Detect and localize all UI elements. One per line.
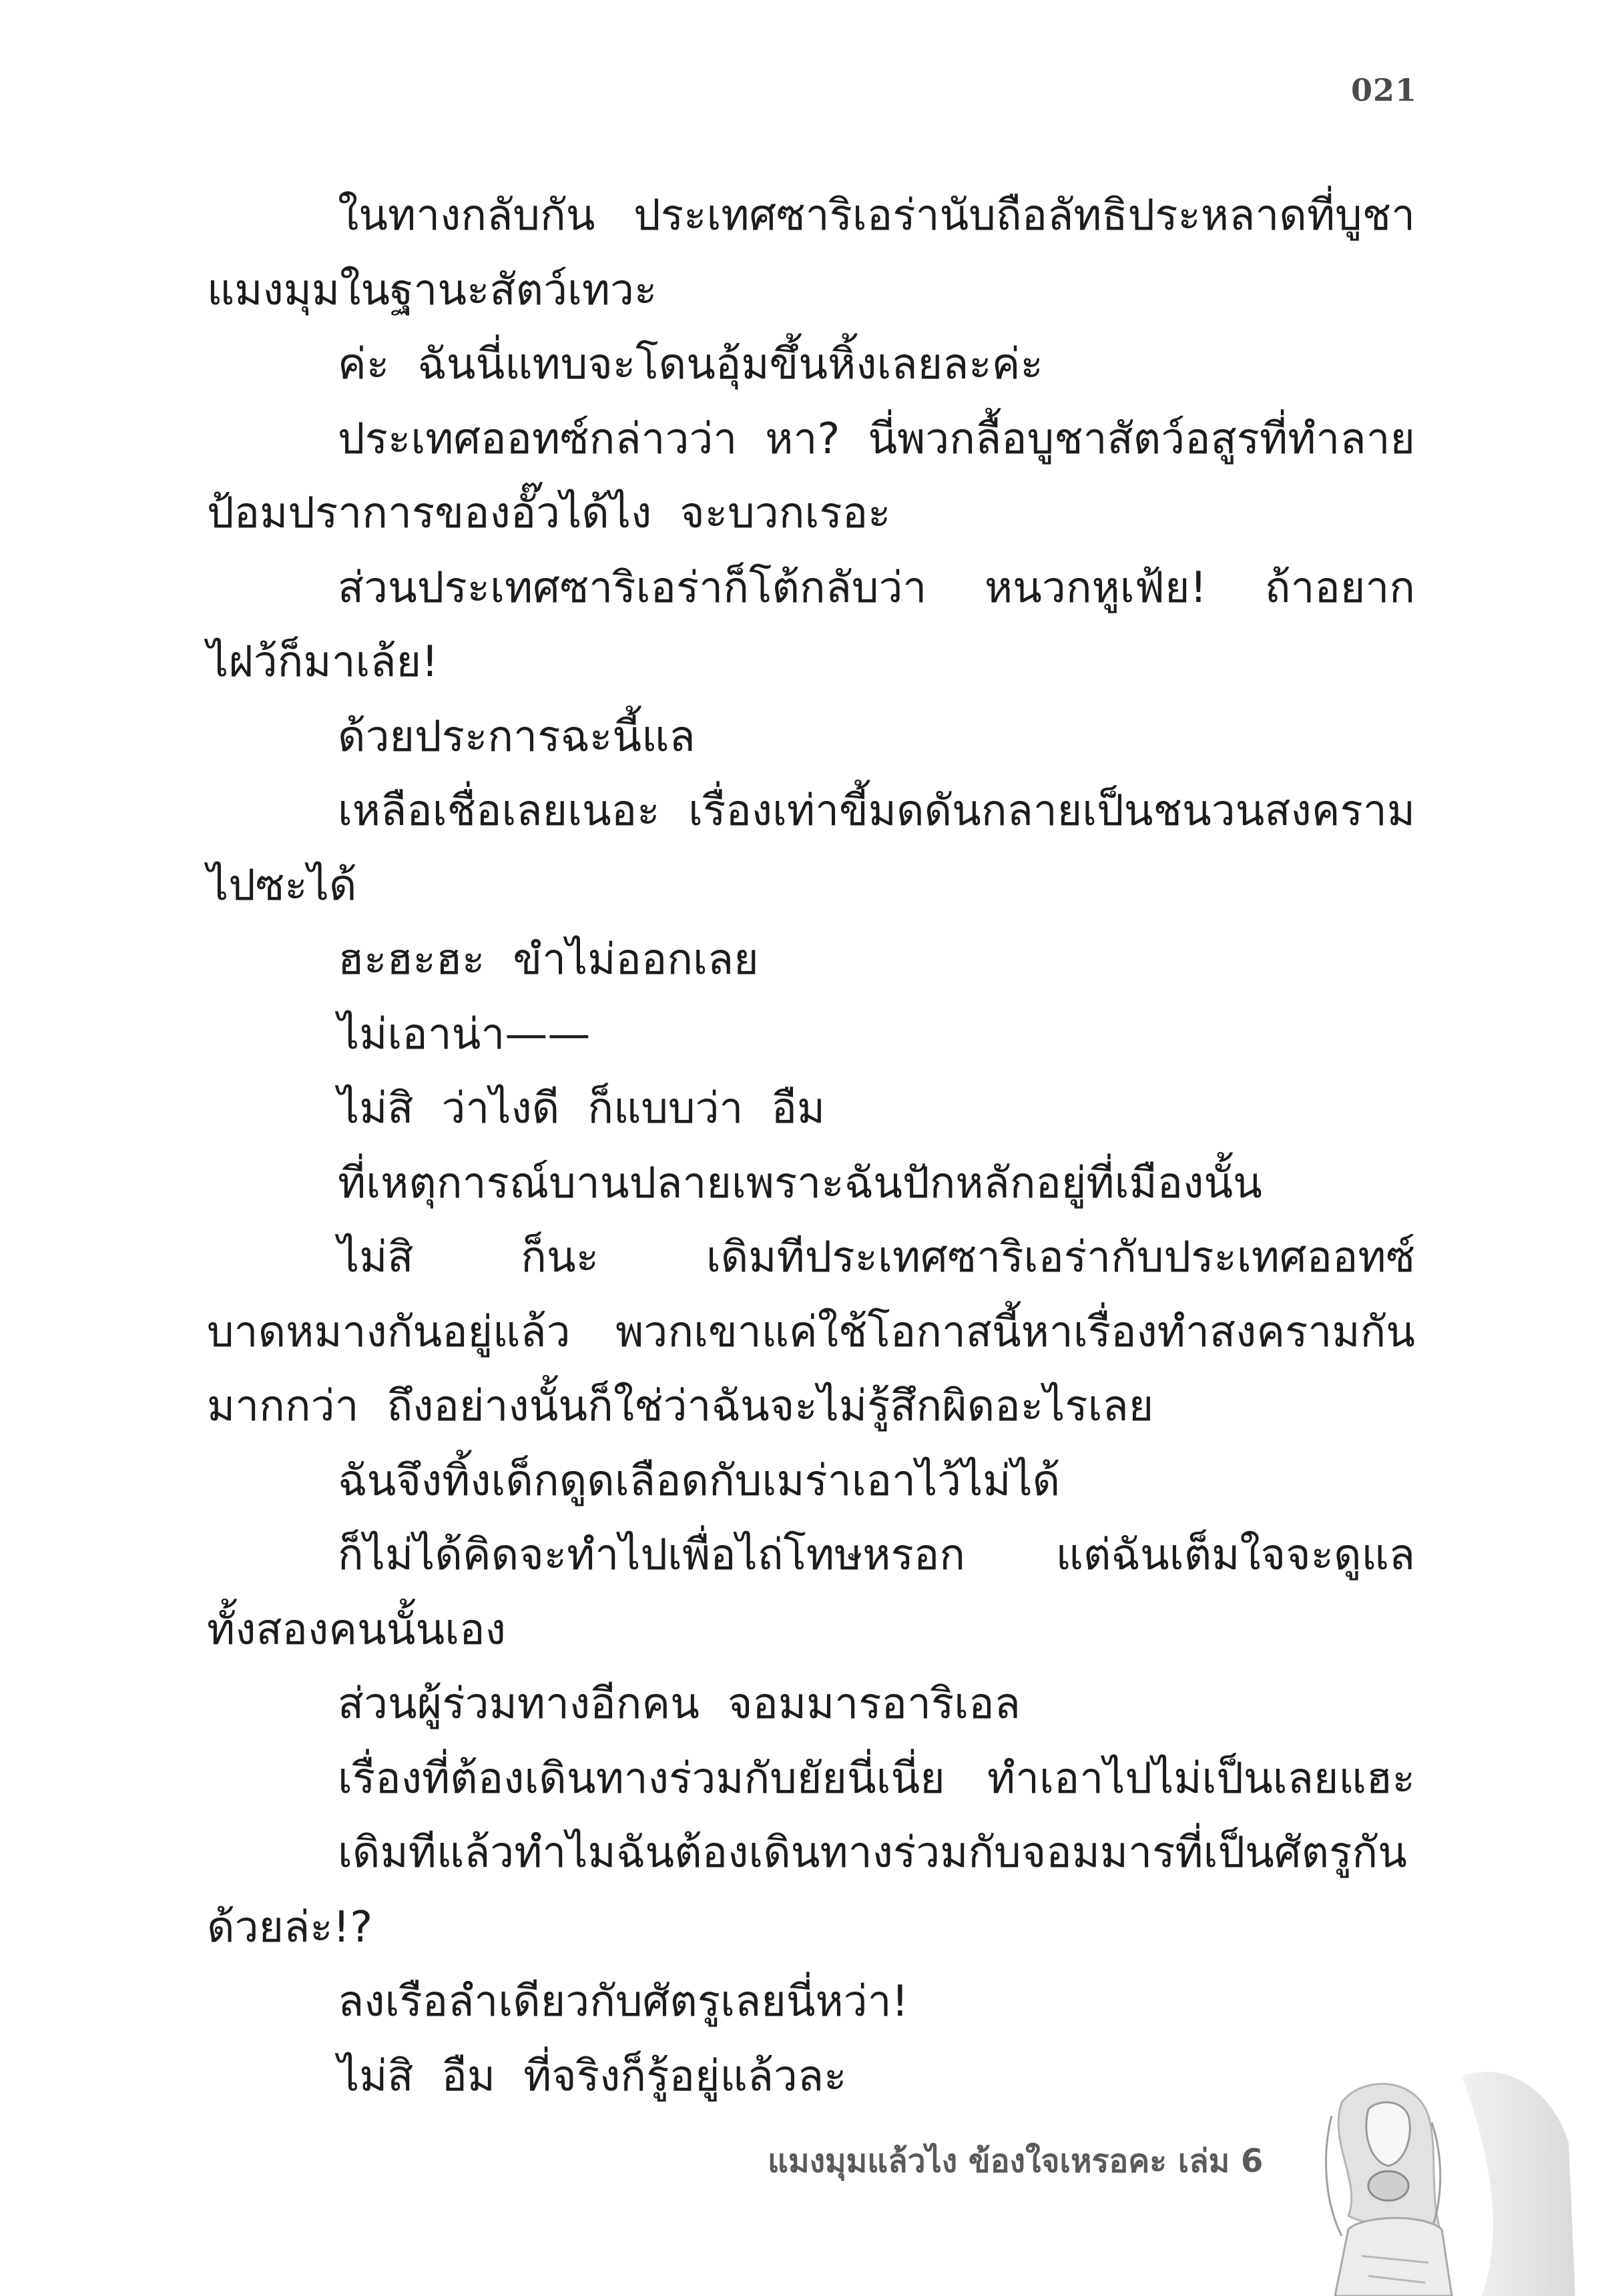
text-phrase: ขำไม่ออกเลย — [513, 935, 759, 984]
text-phrase: ลงเรือลำเดียวกับศัตรูเลยนี่หว่า! — [338, 1977, 909, 2026]
text-line — [207, 1965, 1415, 2040]
text-phrase: อืม — [441, 2051, 496, 2101]
text-phrase: ค่ะ — [338, 340, 390, 389]
text-phrase: ที่จริงก็รู้อยู่แล้วละ — [523, 2051, 847, 2101]
text-phrase: แต่ฉันเต็มใจจะดูแล — [1055, 1530, 1415, 1580]
text-line — [207, 1444, 1415, 1519]
text-phrase: อืม — [771, 1084, 826, 1133]
text-phrase: เดิมทีประเทศซาริเอร่ากับประเทศออทซ์ — [706, 1233, 1415, 1282]
text-phrase: จอมมารอาริเอล — [727, 1679, 1021, 1729]
text-phrase: ในทางกลับกัน — [338, 191, 595, 240]
text-phrase: เดิมทีแล้วทำไมฉันต้องเดินทางร่วมกับจอมมารที่เป็นศัตรูกัน — [338, 1828, 1407, 1878]
text-phrase: เหลือเชื่อเลยเนอะ — [338, 786, 660, 836]
text-phrase: ไปซะได้ — [207, 860, 357, 910]
text-phrase: ไม่สิ — [338, 1084, 414, 1133]
text-line — [207, 1221, 1415, 1296]
text-line — [207, 1296, 1415, 1370]
text-phrase: ก็แบบว่า — [587, 1084, 744, 1133]
text-line — [207, 774, 1415, 849]
text-line — [207, 1816, 1415, 1891]
text-phrase: บาดหมางกันอยู่แล้ว — [207, 1307, 571, 1357]
text-line — [207, 402, 1415, 477]
running-footer-title: แมงมุมแล้วไง ข้องใจเหรอคะ เล่ม 6 — [768, 2142, 1264, 2180]
text-phrase: พวกเขาแค่ใช้โอกาสนี้หาเรื่องทำสงครามกัน — [615, 1307, 1415, 1357]
text-line — [207, 1147, 1415, 1221]
text-line — [207, 700, 1415, 775]
text-line — [207, 2040, 1415, 2114]
text-line — [207, 849, 1415, 924]
text-phrase: ถ้าอยาก — [1264, 563, 1415, 613]
text-phrase: ว่าไงดี — [441, 1084, 560, 1133]
text-phrase: ประเทศซาริเอร่านับถือลัทธิประหลาดที่บูชา — [633, 191, 1415, 240]
text-line — [207, 254, 1415, 328]
text-line — [207, 328, 1415, 402]
text-phrase: ไม่เอาน่า—— — [338, 1009, 591, 1059]
text-phrase: ทั้งสองคนนั้นเอง — [207, 1605, 506, 1655]
text-phrase: ถึงอย่างนั้นก็ใช่ว่าฉันจะไม่รู้สึกผิดอะไรเลย — [386, 1382, 1154, 1431]
text-line — [207, 1667, 1415, 1742]
text-phrase: เรื่องเท่าขี้มดดันกลายเป็นชนวนสงคราม — [688, 786, 1415, 836]
text-phrase: ป้อมปราการของอั๊วได้ไง — [207, 489, 652, 538]
text-phrase: ส่วนประเทศซาริเอร่าก็โต้กลับว่า — [338, 563, 927, 613]
text-phrase: จะบวกเรอะ — [680, 489, 891, 538]
text-phrase: ทำเอาไปไม่เป็นเลยแฮะ — [987, 1753, 1415, 1803]
text-phrase: ก็ไม่ได้คิดจะทำไปเพื่อไถ่โทษหรอก — [338, 1530, 965, 1580]
text-phrase: เรื่องที่ต้องเดินทางร่วมกับยัยนี่เนี่ย — [338, 1753, 945, 1803]
body-text — [207, 179, 1415, 2114]
text-phrase: ประเทศออทซ์กล่าวว่า — [338, 414, 738, 464]
text-phrase: ด้วยประการฉะนี้แล — [338, 711, 696, 762]
text-line — [207, 551, 1415, 626]
text-line — [207, 1370, 1415, 1444]
text-phrase: นี่พวกลื้อบูชาสัตว์อสูรที่ทำลาย — [868, 414, 1415, 464]
text-phrase: ฮะฮะฮะ — [338, 935, 485, 984]
text-phrase: ที่เหตุการณ์บานปลายเพราะฉันปักหลักอยู่ที่เมืองนั้น — [338, 1158, 1262, 1208]
page-number: 021 — [1350, 72, 1417, 108]
text-phrase: ฉันนี่แทบจะโดนอุ้มขึ้นหิ้งเลยละค่ะ — [417, 340, 1043, 389]
text-phrase: ก็นะ — [521, 1233, 599, 1282]
text-line — [207, 923, 1415, 998]
text-line — [207, 1891, 1415, 1966]
text-line — [207, 1593, 1415, 1668]
text-phrase: ฉันจึงทิ้งเด็กดูดเลือดกับเมร่าเอาไว้ไม่ได้ — [338, 1456, 1061, 1506]
text-line — [207, 625, 1415, 700]
text-phrase: มากกว่า — [207, 1382, 359, 1431]
text-phrase: ไม่สิ — [338, 1233, 414, 1282]
text-phrase: หนวกหูเฟ้ย! — [984, 563, 1207, 613]
text-phrase: ไฝว้ก็มาเล้ย! — [207, 637, 439, 687]
text-line — [207, 179, 1415, 254]
character-illustration — [1262, 2062, 1575, 2296]
text-line — [207, 477, 1415, 551]
text-phrase: แมงมุมในฐานะสัตว์เทวะ — [207, 265, 657, 315]
text-phrase: ไม่สิ — [338, 2051, 414, 2101]
text-line — [207, 1742, 1415, 1817]
text-phrase: หา? — [765, 414, 840, 464]
text-line — [207, 1518, 1415, 1593]
text-phrase: ด้วยล่ะ!? — [207, 1902, 373, 1952]
text-phrase: ส่วนผู้ร่วมทางอีกคน — [338, 1679, 700, 1729]
text-line — [207, 998, 1415, 1073]
text-line — [207, 1072, 1415, 1147]
